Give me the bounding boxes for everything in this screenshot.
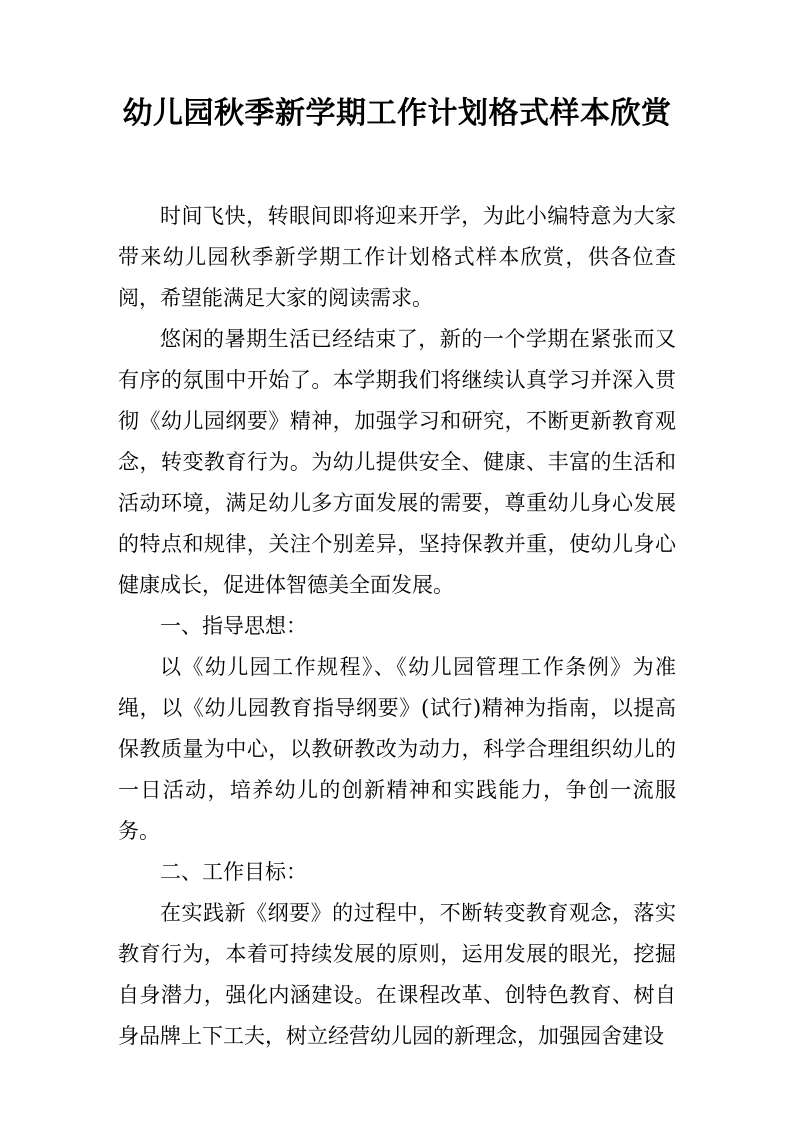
section-heading-guiding-ideology: 一、指导思想： [160,614,307,638]
intro-paragraph: 时间飞快，转眼间即将迎来开学，为此小编特意为大家带来幼儿园秋季新学期工作计划格式样本欣赏，供各位查阅，希望能满足大家的阅读需求。 [118,204,676,310]
summary-paragraph: 悠闲的暑期生活已经结束了，新的一个学期在紧张而又有序的氛围中开始了。本学期我们将继续认真学习并深入贯彻《幼儿园纲要》精神，加强学习和研究，不断更新教育观念，转变教育行为。为幼儿提供安全、健康、丰富的生活和活动环境，满足幼儿多方面发展的需要，尊重幼儿身心发展的特点和规律，关注个别差异，坚持保教并重，使幼儿身心健康成长，促进体智德美全面发展。 [118,327,676,597]
guiding-ideology-paragraph: 以《幼儿园工作规程》、《幼儿园管理工作条例》为准绳，以《幼儿园教育指导纲要》(试行)精神为指南，以提高保教质量为中心，以教研教改为动力，科学合理组织幼儿的一日活动，培养幼儿的创新精神和实践能力，争创一流服务。 [118,655,676,843]
document-body [118,196,676,1057]
section-heading-work-goals: 二、工作目标： [160,860,307,884]
document-title: 幼儿园秋季新学期工作计划格式样本欣赏 [122,96,672,131]
work-goals-paragraph: 在实践新《纲要》的过程中，不断转变教育观念，落实教育行为，本着可持续发展的原则，运用发展的眼光，挖掘自身潜力，强化内涵建设。在课程改革、创特色教育、树自身品牌上下工夫，树立经营幼儿园的新理念，加强园舍建设 [118,901,676,1048]
